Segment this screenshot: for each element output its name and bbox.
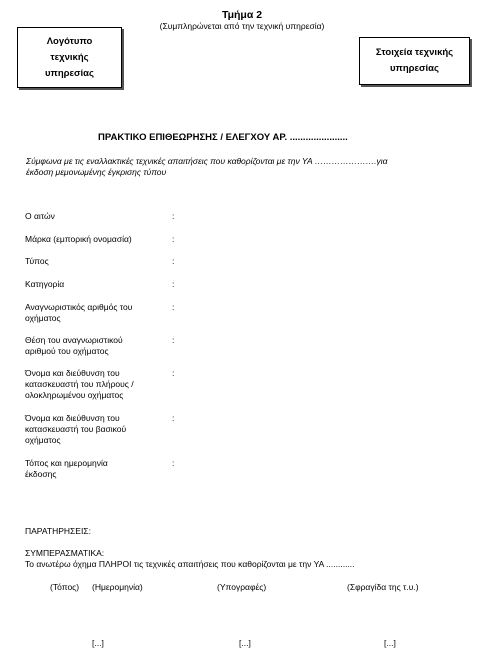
field-issue-place-date-colon: : xyxy=(172,458,175,468)
signature-stamp: (Σφραγίδα της τ.υ.) xyxy=(347,582,419,592)
conclusion-text: Το ανωτέρω όχημα ΠΛΗΡΟΙ τις τεχνικές απαιτήσεις που καθορίζονται με την ΥΑ ............ xyxy=(25,559,355,569)
signature-place: (Τόπος) xyxy=(50,582,80,592)
field-make-colon: : xyxy=(172,234,175,244)
field-base-manufacturer-line2: κατασκευαστή του βασικού xyxy=(25,424,127,434)
logo-box-line3: υπηρεσίας xyxy=(45,67,94,79)
field-complete-manufacturer-label xyxy=(25,368,165,401)
field-type-label: Τύπος xyxy=(25,256,49,266)
placeholder-left: [...] xyxy=(92,638,104,648)
signature-signatures: (Υπογραφές) xyxy=(217,582,267,592)
section-subheading: (Συμπληρώνεται από την τεχνική υπηρεσία) xyxy=(159,21,325,31)
field-base-manufacturer-line1: Όνομα και διεύθυνση του xyxy=(25,413,120,423)
field-vin-location-line2: αριθμού του οχήματος xyxy=(25,346,109,356)
intro-line2: έκδοση μεμονωμένης έγκρισης τύπου xyxy=(26,167,167,177)
field-applicant-colon: : xyxy=(172,211,175,221)
field-complete-manufacturer-line1: Όνομα και διεύθυνση του xyxy=(25,368,120,378)
logo-box xyxy=(17,27,122,88)
service-details-line1: Στοιχεία τεχνικής xyxy=(375,47,454,58)
field-issue-place-date-line2: έκδοσης xyxy=(25,469,57,479)
conclusions-label: ΣΥΜΠΕΡΑΣΜΑΤΙΚΑ: xyxy=(25,548,105,558)
field-complete-manufacturer-line3: ολοκληρωμένου οχήματος xyxy=(25,390,124,400)
field-base-manufacturer-line3: οχήματος xyxy=(25,435,61,445)
signature-date: (Ημερομηνία) xyxy=(92,582,143,592)
field-vin-line1: Αναγνωριστικός αριθμός του xyxy=(25,302,133,312)
placeholder-right: [...] xyxy=(384,638,396,648)
field-complete-manufacturer-colon: : xyxy=(172,368,175,378)
remarks-label: ΠΑΡΑΤΗΡΗΣΕΙΣ: xyxy=(25,526,91,536)
field-complete-manufacturer-line2: κατασκευαστή του πλήρους / xyxy=(25,379,134,389)
field-category-colon: : xyxy=(172,279,175,289)
field-make-label: Μάρκα (εμπορική ονομασία) xyxy=(25,234,132,244)
field-type-colon: : xyxy=(172,256,175,266)
field-applicant-label: Ο αιτών xyxy=(25,211,55,221)
field-category-label: Κατηγορία xyxy=(25,279,65,289)
field-vin-location-label xyxy=(25,335,165,357)
service-details-box xyxy=(359,37,470,85)
intro-line1: Σύμφωνα με τις εναλλακτικές τεχνικές απαιτήσεις που καθορίζονται με την ΥΑ ………………….για xyxy=(26,156,388,166)
field-base-manufacturer-colon: : xyxy=(172,413,175,423)
field-vin-label xyxy=(25,302,165,324)
field-base-manufacturer-label xyxy=(25,413,165,446)
field-vin-location-line1: Θέση του αναγνωριστικού xyxy=(25,335,123,345)
logo-box-line2: τεχνικής xyxy=(50,51,89,63)
report-title: ΠΡΑΚΤΙΚΟ ΕΠΙΘΕΩΡΗΣΗΣ / ΕΛΕΓΧΟΥ ΑΡ. ...................... xyxy=(98,132,348,143)
placeholder-center: [...] xyxy=(239,638,251,648)
field-issue-place-date-line1: Τόπος και ημερομηνία xyxy=(25,458,108,468)
field-issue-place-date-label xyxy=(25,458,165,480)
intro-text xyxy=(26,156,476,178)
field-vin-colon: : xyxy=(172,302,175,312)
logo-box-line1: Λογότυπο xyxy=(46,35,93,47)
field-vin-line2: οχήματος xyxy=(25,313,61,323)
service-details-line2: υπηρεσίας xyxy=(390,63,439,74)
field-vin-location-colon: : xyxy=(172,335,175,345)
section-heading: Τμήμα 2 xyxy=(221,9,263,21)
